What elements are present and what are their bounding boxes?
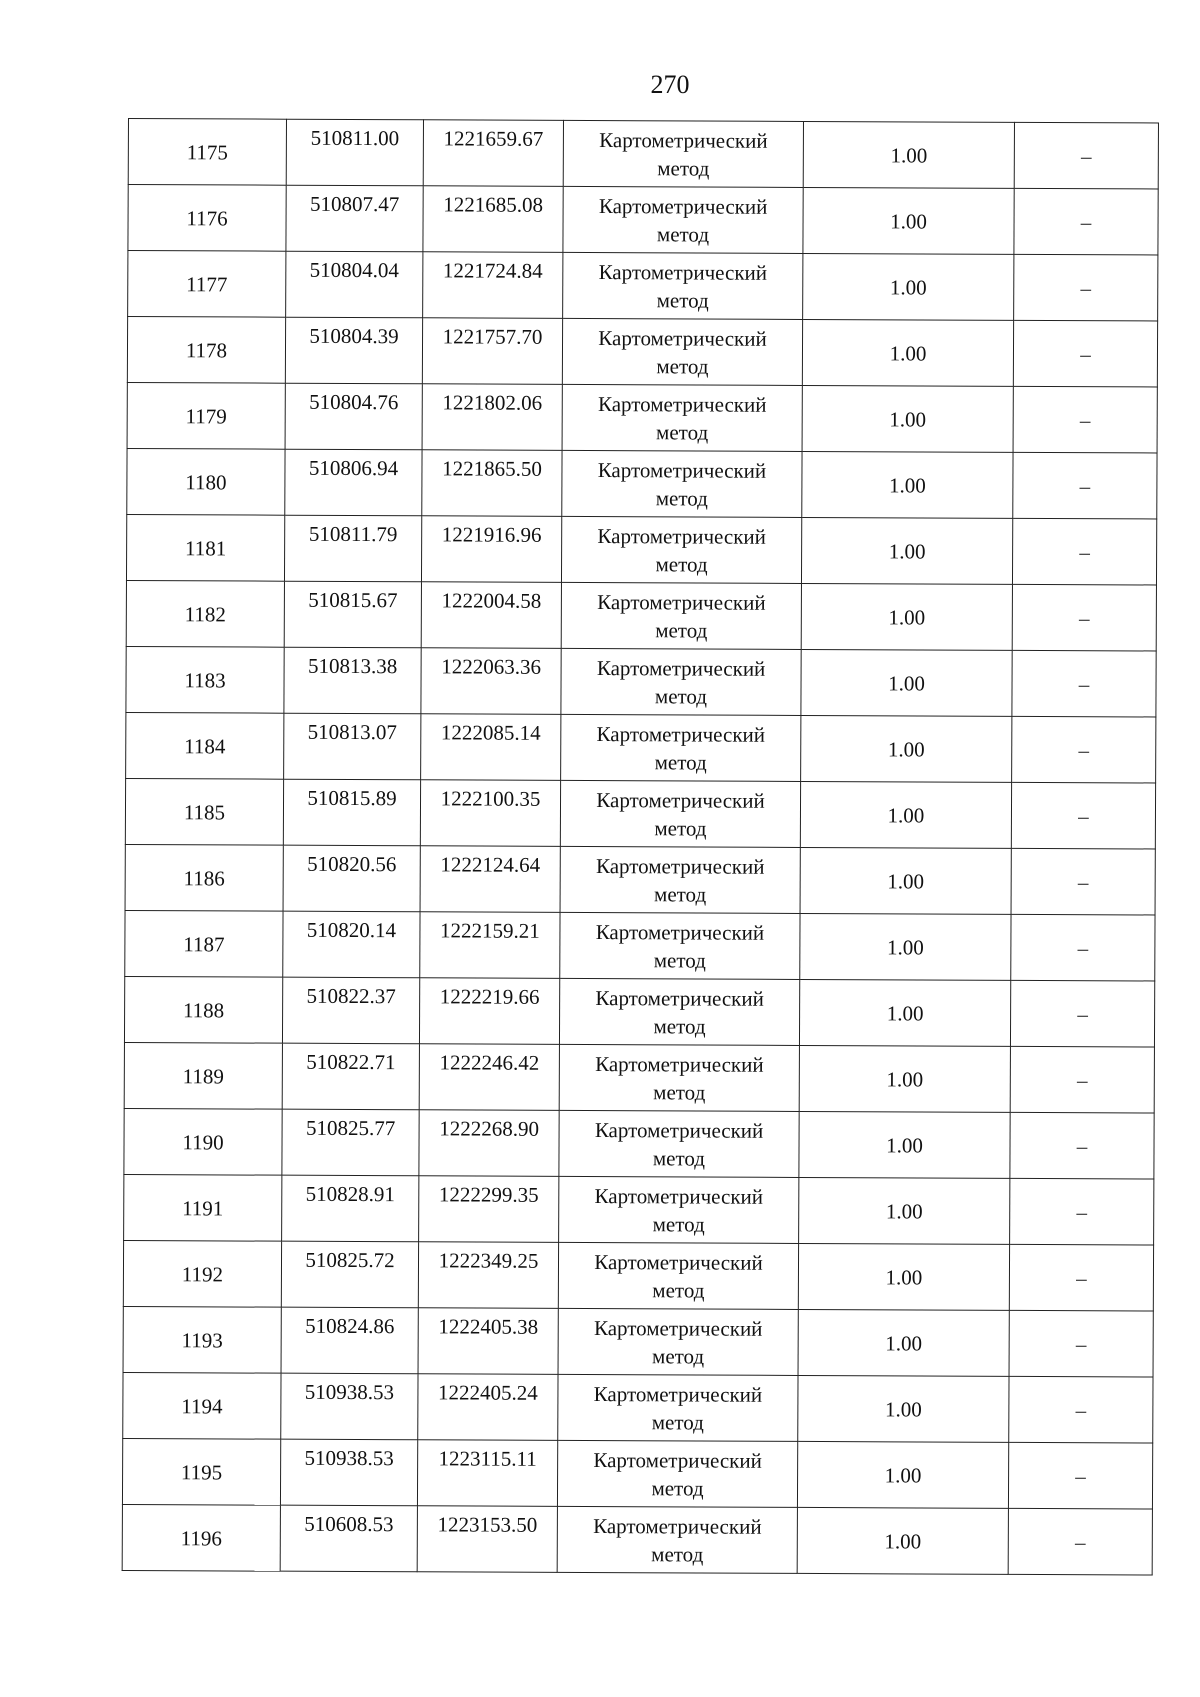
accuracy-cell: 1.00 [799, 1111, 1010, 1178]
method-line-1: Картометрический [594, 1249, 763, 1275]
method-line-2: метод [652, 1145, 706, 1171]
method-line-1: Картометрический [596, 721, 766, 747]
y-coordinate-cell: 1222159.21 [420, 912, 560, 979]
method-cell [563, 186, 803, 253]
y-coordinate-cell: 1222124.64 [420, 846, 560, 913]
note-cell: – [1011, 782, 1155, 849]
method-line-2: метод [654, 749, 707, 775]
point-number-cell: 1191 [124, 1174, 282, 1241]
x-coordinate-cell: 510806.94 [285, 449, 422, 516]
note-cell: – [1012, 716, 1156, 783]
method-cell [563, 252, 803, 319]
method-line-2: метод [653, 1079, 706, 1105]
point-number-cell: 1189 [124, 1042, 282, 1109]
method-line-2: метод [656, 353, 709, 379]
table-row [126, 580, 1156, 650]
x-coordinate-cell: 510820.14 [283, 911, 420, 978]
y-coordinate-cell: 1222246.42 [419, 1044, 559, 1111]
method-line-1: Картометрический [593, 1315, 763, 1341]
method-cell [558, 1308, 798, 1375]
accuracy-cell: 1.00 [799, 1045, 1010, 1112]
accuracy-cell: 1.00 [797, 1441, 1008, 1508]
point-number-cell: 1175 [128, 119, 286, 186]
x-coordinate-cell: 510825.72 [281, 1241, 418, 1308]
method-line-2: метод [657, 155, 710, 181]
point-number-cell: 1185 [125, 778, 283, 845]
accuracy-cell: 1.00 [802, 319, 1013, 386]
table-row [125, 778, 1155, 848]
page-number: 270 [650, 70, 690, 99]
point-number-cell: 1184 [126, 712, 284, 779]
x-coordinate-cell: 510815.89 [283, 779, 420, 846]
accuracy-cell: 1.00 [803, 187, 1014, 254]
method-line-2: метод [656, 287, 709, 313]
y-coordinate-cell: 1221802.06 [422, 384, 562, 451]
table-row [123, 1306, 1153, 1376]
note-cell: – [1010, 1112, 1154, 1179]
method-cell [562, 450, 802, 517]
method-cell [560, 912, 800, 979]
note-cell: – [1009, 1310, 1153, 1377]
x-coordinate-cell: 510811.79 [284, 515, 421, 582]
method-line-2: метод [652, 1343, 705, 1369]
x-coordinate-cell: 510813.38 [284, 647, 421, 714]
method-cell [559, 1044, 799, 1111]
accuracy-cell: 1.00 [797, 1507, 1008, 1574]
method-line-1: Картометрический [595, 919, 765, 945]
method-line-1: Картометрический [595, 985, 764, 1011]
x-coordinate-cell: 510813.07 [284, 713, 421, 780]
accuracy-cell: 1.00 [798, 1243, 1009, 1310]
method-line-1: Картометрический [593, 1447, 762, 1473]
method-line-1: Картометрический [596, 655, 766, 681]
method-line-2: метод [655, 485, 708, 511]
method-cell [562, 318, 802, 385]
y-coordinate-cell: 1222405.24 [418, 1374, 558, 1441]
method-line-2: метод [655, 551, 708, 577]
point-number-cell: 1195 [122, 1438, 280, 1505]
accuracy-cell: 1.00 [801, 649, 1012, 716]
method-cell [561, 648, 801, 715]
method-line-1: Картометрический [597, 457, 767, 483]
method-cell [557, 1506, 797, 1573]
y-coordinate-cell: 1222299.35 [419, 1176, 559, 1243]
y-coordinate-cell: 1222063.36 [421, 648, 561, 715]
y-coordinate-cell: 1221916.96 [421, 516, 561, 583]
note-cell: – [1014, 254, 1158, 321]
x-coordinate-cell: 510828.91 [282, 1175, 419, 1242]
method-line-1: Картометрический [597, 589, 766, 615]
note-cell: – [1010, 1178, 1154, 1245]
x-coordinate-cell: 510811.00 [286, 119, 423, 186]
y-coordinate-cell: 1221865.50 [422, 450, 562, 517]
accuracy-cell: 1.00 [799, 979, 1010, 1046]
method-line-1: Картометрический [593, 1513, 762, 1539]
y-coordinate-cell: 1221685.08 [423, 186, 563, 253]
x-coordinate-cell: 510938.53 [281, 1373, 418, 1440]
table-row [122, 1438, 1152, 1508]
point-number-cell: 1181 [126, 514, 284, 581]
method-cell [559, 978, 799, 1045]
table-row [124, 1174, 1154, 1244]
table-row [126, 712, 1156, 782]
accuracy-cell: 1.00 [798, 1375, 1009, 1442]
table-row [123, 1372, 1153, 1442]
note-cell: – [1012, 650, 1156, 717]
method-cell [560, 780, 800, 847]
table-row [124, 1108, 1154, 1178]
table-row [127, 382, 1157, 452]
coordinates-table [122, 118, 1159, 1575]
table-row [124, 976, 1154, 1046]
y-coordinate-cell: 1222349.25 [418, 1242, 558, 1309]
point-number-cell: 1194 [123, 1372, 281, 1439]
method-line-2: метод [651, 1409, 704, 1435]
table-row [123, 1240, 1153, 1310]
table-row [127, 448, 1157, 518]
y-coordinate-cell: 1221757.70 [422, 318, 562, 385]
accuracy-cell: 1.00 [802, 451, 1013, 518]
note-cell: – [1012, 518, 1156, 585]
table-row [124, 1042, 1154, 1112]
accuracy-cell: 1.00 [801, 583, 1012, 650]
point-number-cell: 1196 [122, 1504, 280, 1571]
method-line-1: Картометрический [593, 1381, 763, 1407]
method-cell [559, 1110, 799, 1177]
method-cell [561, 582, 801, 649]
point-number-cell: 1188 [124, 976, 282, 1043]
accuracy-cell: 1.00 [799, 1177, 1010, 1244]
method-line-1: Картометрический [595, 1051, 764, 1077]
note-cell: – [1008, 1508, 1152, 1575]
x-coordinate-cell: 510820.56 [283, 845, 420, 912]
method-line-2: метод [654, 881, 707, 907]
y-coordinate-cell: 1222085.14 [421, 714, 561, 781]
method-line-2: метод [652, 1277, 705, 1303]
note-cell: – [1009, 1376, 1153, 1443]
method-cell [558, 1374, 798, 1441]
y-coordinate-cell: 1223153.50 [417, 1506, 557, 1573]
y-coordinate-cell: 1221724.84 [423, 252, 563, 319]
point-number-cell: 1190 [124, 1108, 282, 1175]
table-row [127, 317, 1157, 387]
accuracy-cell: 1.00 [800, 913, 1011, 980]
table-row [128, 251, 1158, 321]
accuracy-cell: 1.00 [798, 1309, 1009, 1376]
table-row [128, 119, 1158, 189]
method-line-1: Картометрический [594, 1117, 764, 1143]
x-coordinate-cell: 510822.71 [282, 1043, 419, 1110]
method-line-2: метод [654, 815, 707, 841]
note-cell: – [1008, 1442, 1152, 1509]
accuracy-cell: 1.00 [802, 385, 1013, 452]
note-cell: – [1010, 1046, 1154, 1113]
y-coordinate-cell: 1222004.58 [421, 582, 561, 649]
y-coordinate-cell: 1221659.67 [423, 120, 563, 187]
note-cell: – [1010, 980, 1154, 1047]
y-coordinate-cell: 1222100.35 [420, 780, 560, 847]
method-line-2: метод [651, 1541, 704, 1567]
note-cell: – [1013, 452, 1157, 519]
point-number-cell: 1186 [125, 844, 283, 911]
x-coordinate-cell: 510822.37 [282, 977, 419, 1044]
method-line-1: Картометрический [594, 1183, 764, 1209]
x-coordinate-cell: 510824.86 [281, 1307, 418, 1374]
method-line-2: метод [655, 617, 708, 643]
accuracy-cell: 1.00 [803, 253, 1014, 320]
point-number-cell: 1179 [127, 382, 285, 449]
method-line-2: метод [653, 947, 706, 973]
method-line-2: метод [656, 221, 710, 247]
note-cell: – [1012, 584, 1156, 651]
x-coordinate-cell: 510804.76 [285, 383, 422, 450]
note-cell: – [1013, 320, 1157, 387]
method-line-1: Картометрический [598, 193, 768, 219]
method-cell [557, 1440, 797, 1507]
note-cell: – [1009, 1244, 1153, 1311]
x-coordinate-cell: 510807.47 [286, 185, 423, 252]
table-body [122, 119, 1158, 1575]
y-coordinate-cell: 1222268.90 [419, 1110, 559, 1177]
note-cell: – [1014, 122, 1158, 189]
method-line-1: Картометрический [599, 127, 768, 153]
y-coordinate-cell: 1222405.38 [418, 1308, 558, 1375]
table-row [125, 910, 1155, 980]
note-cell: – [1014, 188, 1158, 255]
method-cell [560, 846, 800, 913]
note-cell: – [1013, 386, 1157, 453]
method-line-1: Картометрический [597, 523, 766, 549]
point-number-cell: 1183 [126, 646, 284, 713]
y-coordinate-cell: 1222219.66 [419, 978, 559, 1045]
point-number-cell: 1176 [128, 185, 286, 252]
method-line-1: Картометрический [598, 325, 767, 351]
point-number-cell: 1182 [126, 580, 284, 647]
method-cell [558, 1242, 798, 1309]
method-cell [562, 384, 802, 451]
point-number-cell: 1177 [128, 251, 286, 318]
table-row [125, 844, 1155, 914]
point-number-cell: 1192 [123, 1240, 281, 1307]
method-line-2: метод [654, 683, 708, 709]
method-cell [561, 516, 801, 583]
x-coordinate-cell: 510938.53 [280, 1439, 417, 1506]
accuracy-cell: 1.00 [801, 715, 1012, 782]
x-coordinate-cell: 510825.77 [282, 1109, 419, 1176]
accuracy-cell: 1.00 [800, 781, 1011, 848]
accuracy-cell: 1.00 [803, 121, 1014, 188]
method-line-1: Картометрический [597, 391, 767, 417]
coordinates-table-container [122, 118, 1159, 1575]
note-cell: – [1011, 848, 1155, 915]
point-number-cell: 1178 [127, 317, 285, 384]
method-cell [561, 714, 801, 781]
table-row [122, 1504, 1152, 1574]
table-row [126, 646, 1156, 716]
accuracy-cell: 1.00 [801, 517, 1012, 584]
x-coordinate-cell: 510804.04 [286, 251, 423, 318]
method-line-1: Картометрический [595, 853, 765, 879]
table-row [128, 185, 1158, 255]
method-cell [559, 1176, 799, 1243]
x-coordinate-cell: 510815.67 [284, 581, 421, 648]
method-line-2: метод [651, 1475, 704, 1501]
point-number-cell: 1187 [125, 910, 283, 977]
note-cell: – [1011, 914, 1155, 981]
x-coordinate-cell: 510608.53 [280, 1505, 417, 1572]
point-number-cell: 1193 [123, 1306, 281, 1373]
method-cell [563, 120, 803, 187]
y-coordinate-cell: 1223115.11 [417, 1440, 557, 1507]
accuracy-cell: 1.00 [800, 847, 1011, 914]
table-row [126, 514, 1156, 584]
x-coordinate-cell: 510804.39 [285, 317, 422, 384]
method-line-2: метод [652, 1211, 705, 1237]
method-line-1: Картометрический [596, 787, 765, 813]
method-line-2: метод [656, 419, 709, 445]
method-line-1: Картометрический [598, 259, 768, 285]
method-line-2: метод [653, 1013, 706, 1039]
point-number-cell: 1180 [127, 448, 285, 515]
